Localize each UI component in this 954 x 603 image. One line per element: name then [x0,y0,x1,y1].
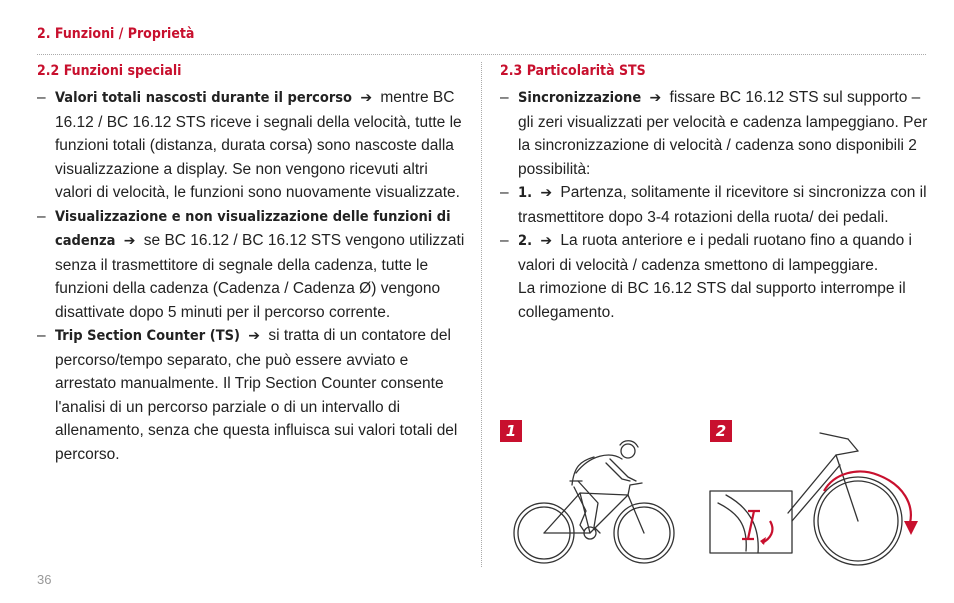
front-wheel-rotation-illustration [708,425,920,570]
term-label: Sincronizzazione [518,90,642,106]
item-text: La ruota anteriore e i pedali ruotano fino a quando i valori di velocità / cadenza smettono di lampeggiare. [518,232,912,274]
figure-1-badge: 1 [500,420,522,442]
arrow-right-icon: ➔ [540,232,553,248]
dash-bullet: – [37,327,46,344]
list-item-option-1 [500,181,930,229]
dash-bullet: – [37,89,46,106]
page-number: 36 [37,572,52,587]
dash-bullet: – [500,232,509,249]
dash-bullet: – [500,184,509,201]
top-divider [37,54,926,55]
column-divider [481,62,482,567]
dash-bullet: – [500,89,509,106]
arrow-right-icon: ➔ [649,89,662,105]
item-text: Partenza, solitamente il ricevitore si sincronizza con il trasmettitore dopo 3-4 rotazioni della ruota/ dei pedali. [518,184,927,226]
item-text: mentre BC 16.12 / BC 16.12 STS riceve i segnali della velocità, tutte le funzioni totali (distanza, durata corsa) sono nascoste dalla visualizzazione a display. Se non vengono ricevuti altri valori di velocità, le funzioni sono nuovamente visualizzate. [55,89,462,201]
list-item-option-2 [500,229,930,277]
left-column [37,62,469,466]
arrow-right-icon: ➔ [360,89,373,105]
term-label: 2. [518,233,533,249]
term-label: Trip Section Counter (TS) [55,328,240,344]
term-label: 1. [518,185,533,201]
heading-special-functions: 2.2 Funzioni speciali [37,63,182,79]
arrow-right-icon: ➔ [123,232,136,248]
arrow-right-icon: ➔ [248,327,260,343]
figure-2-badge: 2 [710,420,732,442]
heading-sts-features: 2.3 Particolarità STS [500,63,646,79]
section-title: 2. Funzioni / Proprietà [37,26,195,42]
list-item-trip-section-counter [37,324,469,466]
removal-note: La rimozione di BC 16.12 STS dal supporto interrompe il collegamento. [518,280,906,321]
item-text: se BC 16.12 / BC 16.12 STS vengono utilizzati senza il trasmettitore di segnale della cadenza, tutte le funzioni della cadenza (Cadenza / Cadenza Ø) vengono disattivate dopo 5 minuti per il percorso corrente. [55,232,465,321]
item-text: si tratta di un contatore del percorso/tempo separato, che può essere avviato e arrestato manualmente. Il Trip Section Counter consente l'analisi di un percorso parziale o di un intervallo di allenamento, senza che questa influisca sui valori totali del percorso. [55,327,458,463]
cyclist-illustration [510,415,680,570]
list-item-hidden-totals [37,86,469,205]
item-text: fissare BC 16.12 STS sul supporto – gli zeri visualizzati per velocità e cadenza lampeggiano. Per la sincronizzazione di velocità / cadenza sono disponibili 2 possibilità: [518,89,928,178]
arrow-right-icon: ➔ [540,184,553,200]
dash-bullet: – [37,207,46,225]
list-item-synchronization [500,86,930,181]
term-label: Visualizzazione e non visualizzazione delle funzioni di cadenza [55,208,451,249]
list-item-cadence-display [37,205,469,325]
right-column [500,62,930,324]
term-label: Valori totali nascosti durante il percorso [55,90,352,106]
